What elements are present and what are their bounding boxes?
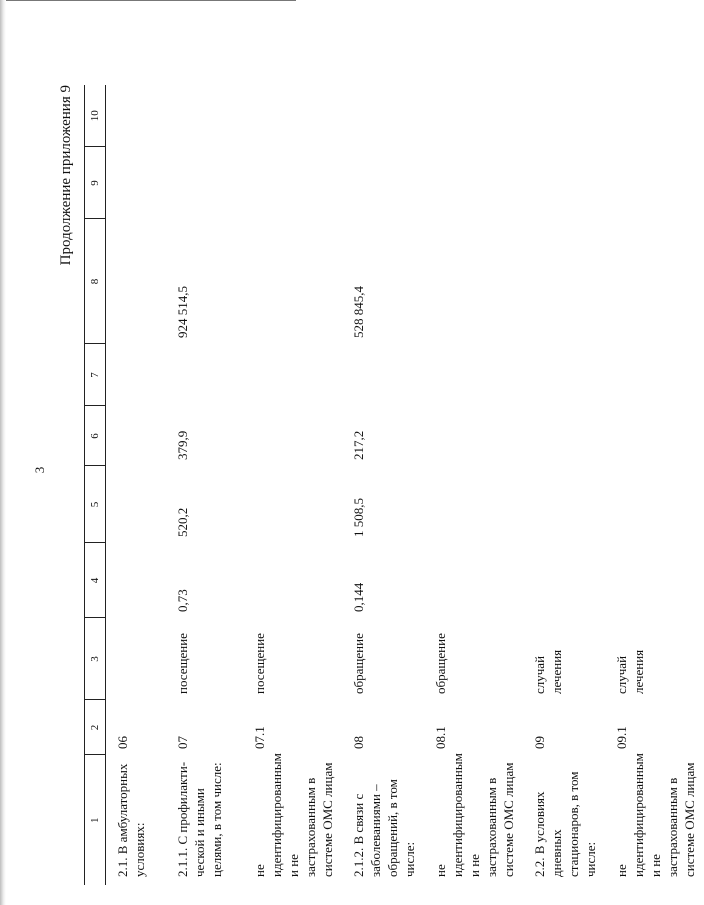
value-cell <box>424 406 523 466</box>
rotated-page-content <box>50 85 697 885</box>
value-cell <box>342 344 424 406</box>
value-cell <box>243 466 342 543</box>
unit-cell: посещение <box>251 633 267 694</box>
value-cell: 924 514,5 <box>174 286 190 338</box>
value-cell <box>605 466 704 543</box>
appendix-caption: Продолжение приложения 9 <box>58 85 74 266</box>
value-cell <box>106 406 166 466</box>
value-cell <box>424 85 523 147</box>
top-rule <box>0 0 296 1</box>
column-number-cell: 1 <box>85 755 106 885</box>
scan-edge-shadow <box>0 0 6 905</box>
unit-cell <box>106 618 166 700</box>
row-label: 2.1.1. С профилакти-ческой и иными целями, в том числе: <box>174 761 224 877</box>
value-cell: 520,2 <box>174 507 190 537</box>
row-label: не идентифицированным и не застрахованным в системе ОМС лицам <box>432 753 516 877</box>
value-cell <box>424 147 523 219</box>
column-number-cell: 8 <box>85 219 106 344</box>
column-number-cell: 10 <box>85 85 106 147</box>
row-code: 08 <box>350 736 366 749</box>
value-cell <box>523 344 605 406</box>
value-cell <box>342 147 424 219</box>
value-cell <box>106 543 166 618</box>
value-cell <box>342 85 424 147</box>
unit-cell: посещение <box>174 633 190 694</box>
value-cell <box>424 543 523 618</box>
value-cell: 1 508,5 <box>350 498 366 537</box>
value-cell <box>106 219 166 344</box>
column-number-cell: 5 <box>85 466 106 543</box>
value-cell <box>166 147 243 219</box>
value-cell <box>106 466 166 543</box>
table-row <box>605 85 704 885</box>
value-cell <box>166 344 243 406</box>
row-code: 07 <box>174 736 190 749</box>
value-cell <box>106 147 166 219</box>
row-code: 07.1 <box>251 726 267 749</box>
value-cell <box>166 85 243 147</box>
page-number: 3 <box>32 466 47 474</box>
unit-cell: случай лечения <box>613 649 646 694</box>
value-cell <box>605 85 704 147</box>
table-row <box>166 85 243 885</box>
table-row <box>523 85 605 885</box>
row-label: не идентифицированным и не застрахованным в системе ОМС лицам <box>251 753 335 877</box>
value-cell: 0,144 <box>350 582 366 612</box>
value-cell <box>243 344 342 406</box>
value-cell <box>424 466 523 543</box>
value-cell <box>605 219 704 344</box>
table-row <box>342 85 424 885</box>
row-label: 2.2. В условиях дневных стационаров, в том числе: <box>531 771 598 877</box>
value-cell <box>243 219 342 344</box>
column-number-cell: 4 <box>85 543 106 618</box>
table-row <box>243 85 342 885</box>
value-cell: 379,9 <box>174 430 190 460</box>
column-number-cell: 7 <box>85 344 106 406</box>
table-row <box>424 85 523 885</box>
value-cell <box>106 344 166 406</box>
value-cell <box>243 543 342 618</box>
column-number-cell: 2 <box>85 700 106 755</box>
value-cell <box>605 406 704 466</box>
row-code: 06 <box>115 736 130 749</box>
row-code: 09.1 <box>613 726 629 749</box>
row-label: 2.1. В амбулаторных условиях: <box>115 763 147 877</box>
value-cell <box>243 147 342 219</box>
column-number-row <box>85 85 106 885</box>
value-cell <box>424 219 523 344</box>
value-cell <box>523 543 605 618</box>
unit-cell: случай лечения <box>531 649 564 694</box>
column-number-cell: 3 <box>85 618 106 700</box>
column-number-cell: 6 <box>85 406 106 466</box>
value-cell: 0,73 <box>174 589 190 612</box>
value-cell: 528 845,4 <box>350 286 366 338</box>
value-cell <box>424 344 523 406</box>
value-cell <box>523 466 605 543</box>
value-cell <box>523 406 605 466</box>
data-table <box>84 85 704 885</box>
row-label: не идентифицированным и не застрахованным в системе ОМС лицам <box>613 753 697 877</box>
row-code: 09 <box>531 736 547 749</box>
value-cell: 217,2 <box>350 430 366 460</box>
table-row <box>106 85 166 885</box>
unit-cell: обращение <box>350 633 366 694</box>
value-cell <box>605 543 704 618</box>
value-cell <box>243 406 342 466</box>
value-cell <box>605 344 704 406</box>
unit-cell: обращение <box>432 633 448 694</box>
value-cell <box>243 85 342 147</box>
row-label: 2.1.2. В связи с заболеваниями – обращений, в том числе: <box>350 779 417 877</box>
value-cell <box>523 85 605 147</box>
column-number-cell: 9 <box>85 147 106 219</box>
value-cell <box>106 85 166 147</box>
value-cell <box>605 147 704 219</box>
value-cell <box>523 219 605 344</box>
value-cell <box>523 147 605 219</box>
row-code: 08.1 <box>432 726 448 749</box>
